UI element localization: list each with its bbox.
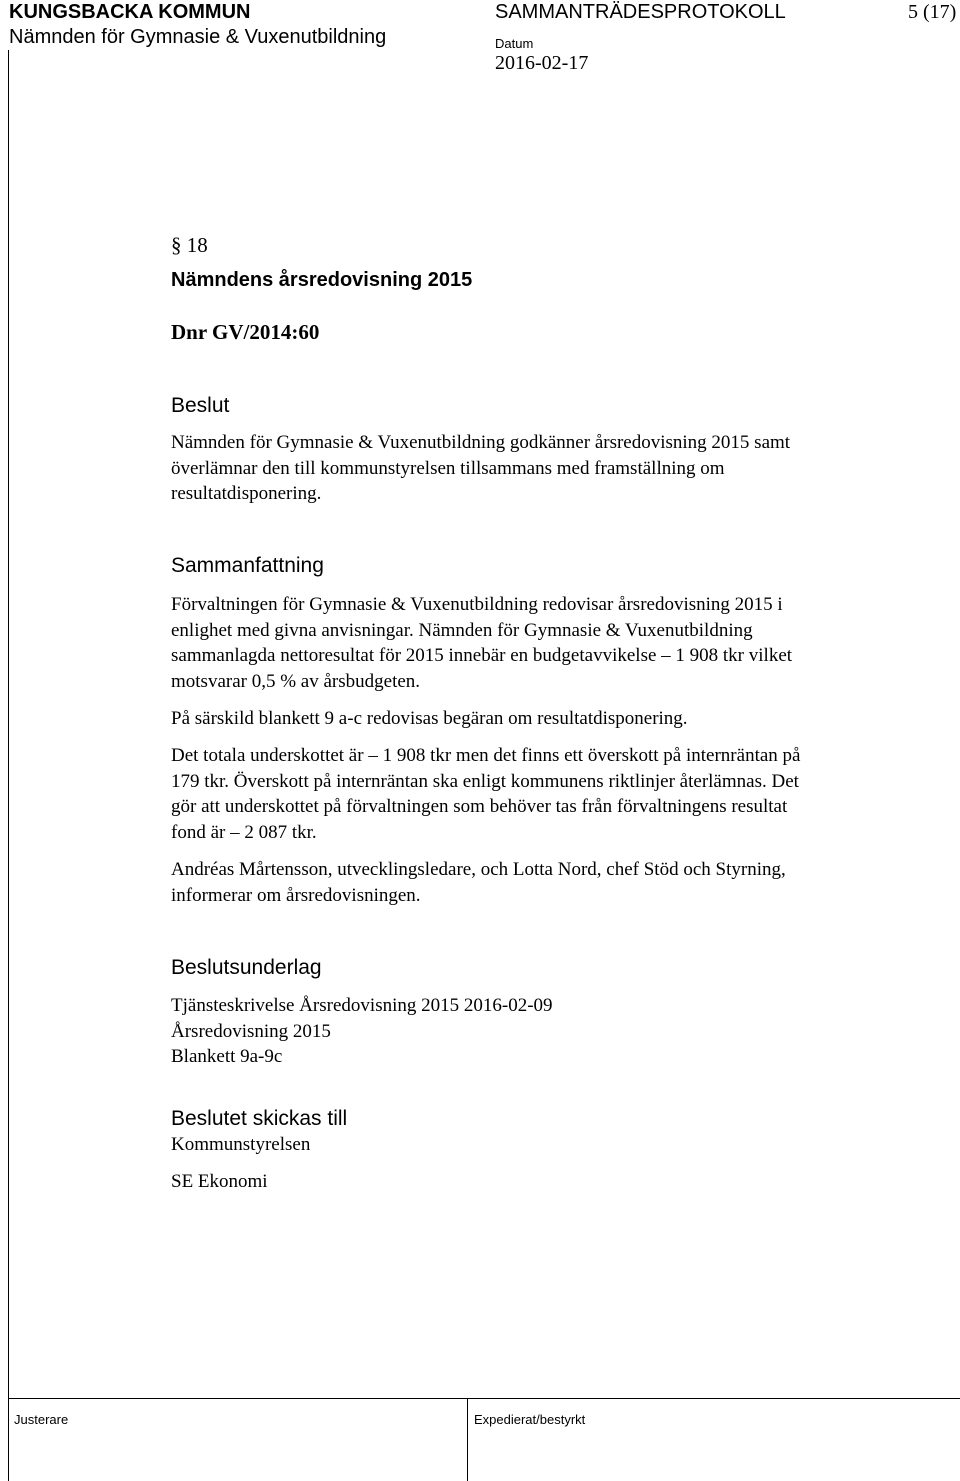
beslut-heading: Beslut — [171, 394, 230, 417]
paragraph-number: § 18 — [171, 233, 208, 257]
text-line: överlämnar den till kommunstyrelsen tillsammans med framställning om — [171, 457, 725, 479]
footer-divider — [467, 1398, 468, 1481]
date-value: 2016-02-17 — [495, 52, 589, 74]
text-line: Andréas Mårtensson, utvecklingsledare, och Lotta Nord, chef Stöd och Styrning, — [171, 859, 786, 880]
beslutsunderlag-heading: Beslutsunderlag — [171, 956, 322, 979]
organization-name: KUNGSBACKA KOMMUN — [9, 1, 251, 23]
list-item: Blankett 9a-9c — [171, 1046, 283, 1067]
text-line: Nämnden för Gymnasie & Vuxenutbildning godkänner årsredovisning 2015 samt — [171, 432, 791, 453]
list-item: Tjänsteskrivelse Årsredovisning 2015 2016-02-09 — [171, 995, 553, 1016]
text-line: informerar om årsredovisningen. — [171, 884, 421, 906]
document-type: SAMMANTRÄDESPROTOKOLL — [495, 1, 786, 23]
registration-number: Dnr GV/2014:60 — [171, 320, 320, 344]
beslut-text — [171, 430, 951, 507]
text-line: På särskild blankett 9 a-c redovisas begäran om resultatdisponering. — [171, 708, 688, 729]
text-line: gör att underskottet på förvaltningen som behöver tas från förvaltningens resultat — [171, 796, 788, 817]
sammanfattning-paragraph-1 — [171, 592, 951, 694]
skickas-heading: Beslutet skickas till — [171, 1107, 348, 1130]
text-line: resultatdisponering. — [171, 483, 322, 504]
recipient-list — [171, 1169, 951, 1195]
committee-name: Nämnden för Gymnasie & Vuxenutbildning — [9, 26, 387, 48]
footer-rule — [8, 1398, 960, 1399]
page-number: 5 (17) — [908, 1, 957, 23]
sammanfattning-paragraph-3 — [171, 743, 951, 845]
justerare-label: Justerare — [14, 1412, 69, 1427]
sammanfattning-heading: Sammanfattning — [171, 554, 324, 577]
text-line: enlighet med givna anvisningar. Nämnden för Gymnasie & Vuxenutbildning — [171, 619, 753, 641]
expedierat-label: Expedierat/bestyrkt — [474, 1412, 586, 1427]
text-line: fond är – 2 087 tkr. — [171, 821, 317, 843]
sammanfattning-paragraph-2 — [171, 706, 951, 732]
text-line: 179 tkr. Överskott på internräntan ska enligt kommunens riktlinjer återlämnas. Det — [171, 770, 799, 792]
sammanfattning-paragraph-4 — [171, 857, 951, 908]
left-margin-rule — [8, 50, 9, 1481]
page-title: Nämndens årsredovisning 2015 — [171, 269, 473, 291]
beslutsunderlag-list — [171, 993, 951, 1070]
text-line: Förvaltningen för Gymnasie & Vuxenutbildning redovisar årsredovisning 2015 i — [171, 594, 783, 615]
text-line: Det totala underskottet är – 1 908 tkr men det finns ett överskott på internräntan på — [171, 745, 801, 766]
text-line: sammanlagda nettoresultat för 2015 innebär en budgetavvikelse – 1 908 tkr vilket — [171, 645, 793, 666]
recipient-list — [171, 1132, 951, 1158]
list-item: Kommunstyrelsen — [171, 1134, 311, 1155]
text-line: motsvarar 0,5 % av årsbudgeten. — [171, 670, 421, 692]
list-item: SE Ekonomi — [171, 1171, 268, 1192]
date-label: Datum — [495, 36, 534, 51]
list-item: Årsredovisning 2015 — [171, 1020, 331, 1042]
